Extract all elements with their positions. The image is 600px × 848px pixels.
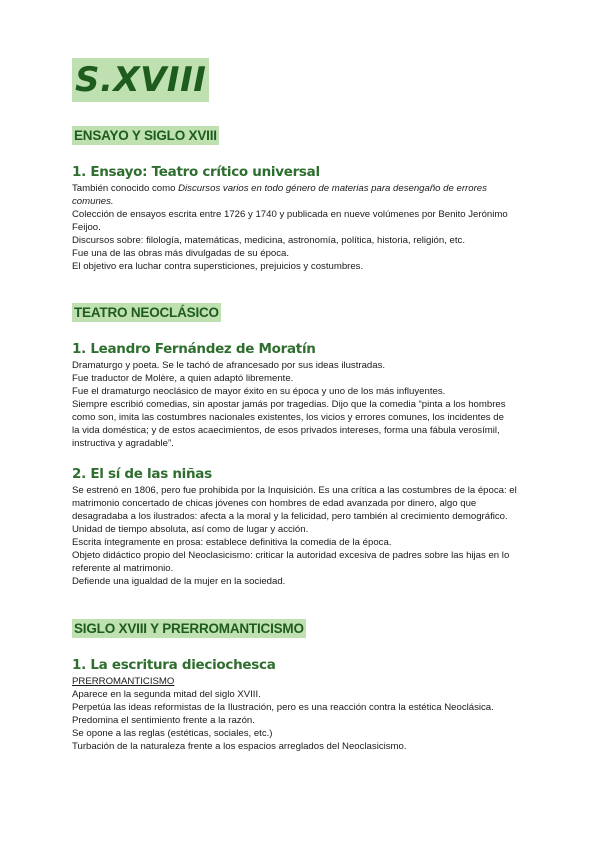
text-line: Feijoo. bbox=[72, 222, 101, 233]
section-heading-ensayo: ENSAYO Y SIGLO XVIII bbox=[74, 128, 217, 143]
text-line: Dramaturgo y poeta. Se le tachó de afrancesado por sus ideas ilustradas. bbox=[72, 360, 386, 371]
text-line: comunes. bbox=[72, 196, 114, 207]
subsection-heading-ensayo: 1. Ensayo: Teatro crítico universal bbox=[72, 164, 320, 180]
text-line: desagradaba a los ilustrados: afecta a la moral y la felicidad, pero también al crecimiento demográfico. bbox=[72, 511, 508, 522]
text-line: Se opone a las reglas (estéticas, sociales, etc.) bbox=[72, 728, 273, 739]
text-line: Fue traductor de Molère, a quien adaptó libremente. bbox=[72, 373, 294, 384]
page-title: S.XVIII bbox=[72, 58, 209, 102]
text-line: El objetivo era luchar contra supersticiones, prejuicios y costumbres. bbox=[72, 261, 364, 272]
text-line: la vida doméstica; y de estos acaecimientos, de esos privados intereses, forma una fábula verosímil, bbox=[72, 425, 500, 436]
text-line: Objeto didáctico propio del Neoclasicismo: criticar la autoridad excesiva de padres sobre las hijas en lo bbox=[72, 550, 510, 561]
paragraph-el-si bbox=[72, 484, 534, 588]
text-line: instructiva y agradable”. bbox=[72, 438, 174, 449]
text-line: Escrita íntegramente en prosa: establece definitiva la comedia de la época. bbox=[72, 537, 392, 548]
text-line: Aparece en la segunda mitad del siglo XVIII. bbox=[72, 689, 261, 700]
text-line: Predomina el sentimiento frente a la razón. bbox=[72, 715, 255, 726]
section-heading-teatro: TEATRO NEOCLÁSICO bbox=[74, 305, 219, 320]
paragraph-moratin bbox=[72, 359, 534, 450]
text-line: matrimonio concertado de chicas jóvenes con hombres de edad avanzada por dinero, algo que bbox=[72, 498, 477, 509]
underlined-label: PRERROMANTICISMO bbox=[72, 676, 175, 687]
text-line: También conocido como Discursos varios en todo género de materias para desengaño de errores bbox=[72, 183, 487, 194]
paragraph-ensayo bbox=[72, 182, 534, 273]
text-line: como son, imita las costumbres nacionales existentes, los vicios y errores comunes, los incidentes de bbox=[72, 412, 504, 423]
text-line: Fue el dramaturgo neoclásico de mayor éxito en su época y uno de los más influyentes. bbox=[72, 386, 446, 397]
subsection-heading-moratin: 1. Leandro Fernández de Moratín bbox=[72, 341, 316, 357]
paragraph-escritura bbox=[72, 675, 534, 753]
text-line: Discursos sobre: filología, matemáticas, medicina, astronomía, política, historia, religión, etc. bbox=[72, 235, 465, 246]
text-line: Turbación de la naturaleza frente a los espacios arreglados del Neoclasicismo. bbox=[72, 741, 407, 752]
text-line: Se estrenó en 1806, pero fue prohibida por la Inquisición. Es una crítica a las costumbres de la época: el bbox=[72, 485, 517, 496]
text-line: Fue una de las obras más divulgadas de su época. bbox=[72, 248, 290, 259]
text-line: referente al matrimonio. bbox=[72, 563, 174, 574]
text-line: Colección de ensayos escrita entre 1726 y 1740 y publicada en nueve volúmenes por Benito Jerónimo bbox=[72, 209, 508, 220]
text-line: Perpetúa las ideas reformistas de la Ilustración, pero es una reacción contra la estética Neoclásica. bbox=[72, 702, 494, 713]
subsection-heading-el-si: 2. El sí de las niñas bbox=[72, 466, 212, 482]
subsection-heading-escritura: 1. La escritura dieciochesca bbox=[72, 657, 276, 673]
text-line: Unidad de tiempo absoluta, así como de lugar y acción. bbox=[72, 524, 309, 535]
text-line: Siempre escribió comedias, sin apostar jamás por tragedias. Dijo que la comedia “pinta a los hombres bbox=[72, 399, 506, 410]
section-heading-prerromanticismo: SIGLO XVIII Y PRERROMANTICISMO bbox=[74, 621, 304, 636]
text-line: Defiende una igualdad de la mujer en la sociedad. bbox=[72, 576, 286, 587]
